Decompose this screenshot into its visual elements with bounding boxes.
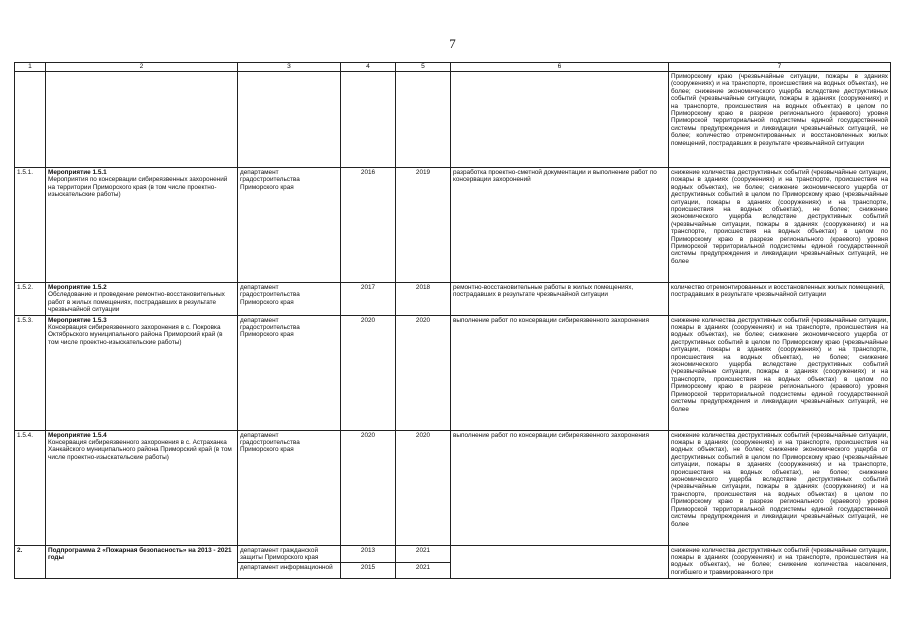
expected-result: ремонтно-восстановительные работы в жилых помещениях, пострадавших в результате чрезвычайной ситуации <box>451 283 669 316</box>
indicator: количество отремонтированных и восстановленных жилых помещений, пострадавших в результате чрезвычайной ситуации <box>669 283 891 316</box>
table-row <box>15 430 891 545</box>
subprogram-title: Подпрограмма 2 «Пожарная безопасность» на 2013 - 2021 годы <box>48 546 232 562</box>
end-year: 2018 <box>396 283 451 316</box>
executor: департамент градостроительства Приморского края <box>238 168 341 283</box>
subprogram-name <box>46 545 238 579</box>
table-row <box>15 315 891 430</box>
program-table <box>14 62 891 579</box>
executor <box>238 72 341 168</box>
indicator: Приморскому краю (чрезвычайные ситуации, пожары в зданиях (сооружениях) и на транспорте, происшествия на водных объектах), не более; снижение экономического ущерба вследствие деструктивных событий (чрезвычайные ситуации, пожары в зданиях (сооружениях) и на транспорте, происшествия на водных объектах) в целом по Приморскому краю в разрезе регионального (краевого) уровня Приморской территориальной подсистемы единой государственной системы предупреждения и ликвидации чрезвычайных ситуаций, не более; количество отремонтированных и восстановленных жилых помещений, пострадавших в результате чрезвычайной ситуации <box>669 72 891 168</box>
subprogram-row <box>15 545 891 563</box>
measure-title: Мероприятие 1.5.3 <box>48 316 107 324</box>
measure-description: Консервация сибиреязвенного захоронения в с. Астраханка Ханкайского муниципального района Приморский край (в том числе проектно-изыскательские работы) <box>48 439 232 461</box>
executor: департамент градостроительства Приморского края <box>238 315 341 430</box>
executor: департамент градостроительства Приморского края <box>238 283 341 316</box>
measure-description: Обследование и проведение ремонтно-восстановительных работ в жилых помещениях, пострадавших в результате чрезвычайной ситуации <box>48 291 225 314</box>
start-year: 2013 <box>341 545 396 563</box>
start-year: 2020 <box>341 315 396 430</box>
indicator: снижение количества деструктивных событий (чрезвычайные ситуации, пожары в зданиях (сооружениях) и на транспорте, происшествия на водных объектах), не более; снижение экономического ущерба от деструктивных событий в целом по Приморскому краю (чрезвычайные ситуации, пожары в зданиях (сооружениях) и на транспорте, происшествия на водных объектах), не более; снижение экономического ущерба вследствие деструктивных событий (чрезвычайные ситуации, пожары в зданиях (сооружениях) и на транспорте, происшествия на водных объектах) в целом по Приморскому краю в разрезе регионального (краевого) уровня Приморской территориальной подсистемы единой государственной системы предупреждения и ликвидации чрезвычайных ситуаций, не более <box>669 430 891 545</box>
end-year: 2021 <box>396 545 451 563</box>
col-header: 1 <box>15 63 46 72</box>
start-year: 2016 <box>341 168 396 283</box>
measure-name <box>46 283 238 316</box>
end-year: 2020 <box>396 315 451 430</box>
executor: департамент информационной <box>238 563 341 579</box>
row-number: 1.5.2. <box>15 283 46 316</box>
expected-result: выполнение работ по консервации сибиреязвенного захоронения <box>451 430 669 545</box>
subprogram-number: 2. <box>17 546 23 554</box>
measure-name <box>46 315 238 430</box>
indicator: снижение количества деструктивных событий (чрезвычайные ситуации, пожары в зданиях (сооружениях) и на транспорте, происшествия на водных объектах), не более; снижение экономического ущерба от деструктивных событий в целом по Приморскому краю (чрезвычайные ситуации, пожары в зданиях (сооружениях) и на транспорте, происшествия на водных объектах), не более; снижение экономического ущерба вследствие деструктивных событий (чрезвычайные ситуации, пожары в зданиях (сооружениях) и на транспорте, происшествия на водных объектах) в целом по Приморскому краю в разрезе регионального (краевого) уровня Приморской территориальной подсистемы единой государственной системы предупреждения и ликвидации чрезвычайных ситуаций, не более <box>669 315 891 430</box>
end-year: 2019 <box>396 168 451 283</box>
page-number: 7 <box>449 36 456 51</box>
executor: департамент градостроительства Приморского края <box>238 430 341 545</box>
measure-description: Консервация сибиреязвенного захоронения в с. Покровка Октябрьского муниципального района Приморский край (в том числе проектно-изыскательские работы) <box>48 324 223 346</box>
executor: департамент гражданской защиты Приморского края <box>238 545 341 563</box>
end-year: 2021 <box>396 563 451 579</box>
measure-title: Мероприятие 1.5.2 <box>48 284 107 291</box>
column-number-row <box>15 63 891 72</box>
start-year <box>341 72 396 168</box>
measure-title: Мероприятие 1.5.1 <box>48 169 107 176</box>
col-header: 6 <box>451 63 669 72</box>
measure-title: Мероприятие 1.5.4 <box>48 431 107 439</box>
table-row <box>15 283 891 316</box>
col-header: 7 <box>669 63 891 72</box>
start-year: 2017 <box>341 283 396 316</box>
col-header: 5 <box>396 63 451 72</box>
row-number <box>15 545 46 579</box>
measure-name <box>46 72 238 168</box>
expected-result <box>451 72 669 168</box>
expected-result <box>451 545 669 579</box>
col-header: 4 <box>341 63 396 72</box>
start-year: 2020 <box>341 430 396 545</box>
indicator: снижение количества деструктивных событий (чрезвычайные ситуации, пожары в зданиях (сооружениях) и на транспорте, происшествия на водных объектах), не более; снижение количества населения, погибшего и травмированного при <box>669 545 891 579</box>
measure-name <box>46 430 238 545</box>
row-number: 1.5.3. <box>15 315 46 430</box>
col-header: 2 <box>46 63 238 72</box>
measure-name <box>46 168 238 283</box>
row-number: 1.5.4. <box>15 430 46 545</box>
expected-result: разработка проектно-сметной документации и выполнение работ по консервации захоронений <box>451 168 669 283</box>
start-year: 2015 <box>341 563 396 579</box>
row-number: 1.5.1. <box>15 168 46 283</box>
end-year: 2020 <box>396 430 451 545</box>
table-row <box>15 72 891 168</box>
row-number <box>15 72 46 168</box>
col-header: 3 <box>238 63 341 72</box>
measure-description: Мероприятия по консервации сибиреязвенных захоронений на территории Приморского края (в том числе проектно-изыскательские работы) <box>48 176 228 199</box>
end-year <box>396 72 451 168</box>
expected-result: выполнение работ по консервации сибиреязвенного захоронения <box>451 315 669 430</box>
indicator: снижение количества деструктивных событий (чрезвычайные ситуации, пожары в зданиях (сооружениях) и на транспорте, происшествия на водных объектах), не более; снижение экономического ущерба от деструктивных событий в целом по Приморскому краю (чрезвычайные ситуации, пожары в зданиях (сооружениях) и на транспорте, происшествия на водных объектах), не более; снижение экономического ущерба вследствие деструктивных событий (чрезвычайные ситуации, пожары в зданиях (сооружениях) и на транспорте, происшествия на водных объектах) в целом по Приморскому краю в разрезе регионального (краевого) уровня Приморской территориальной подсистемы единой государственной системы предупреждения и ликвидации чрезвычайных ситуаций, не более <box>669 168 891 283</box>
table-row <box>15 168 891 283</box>
